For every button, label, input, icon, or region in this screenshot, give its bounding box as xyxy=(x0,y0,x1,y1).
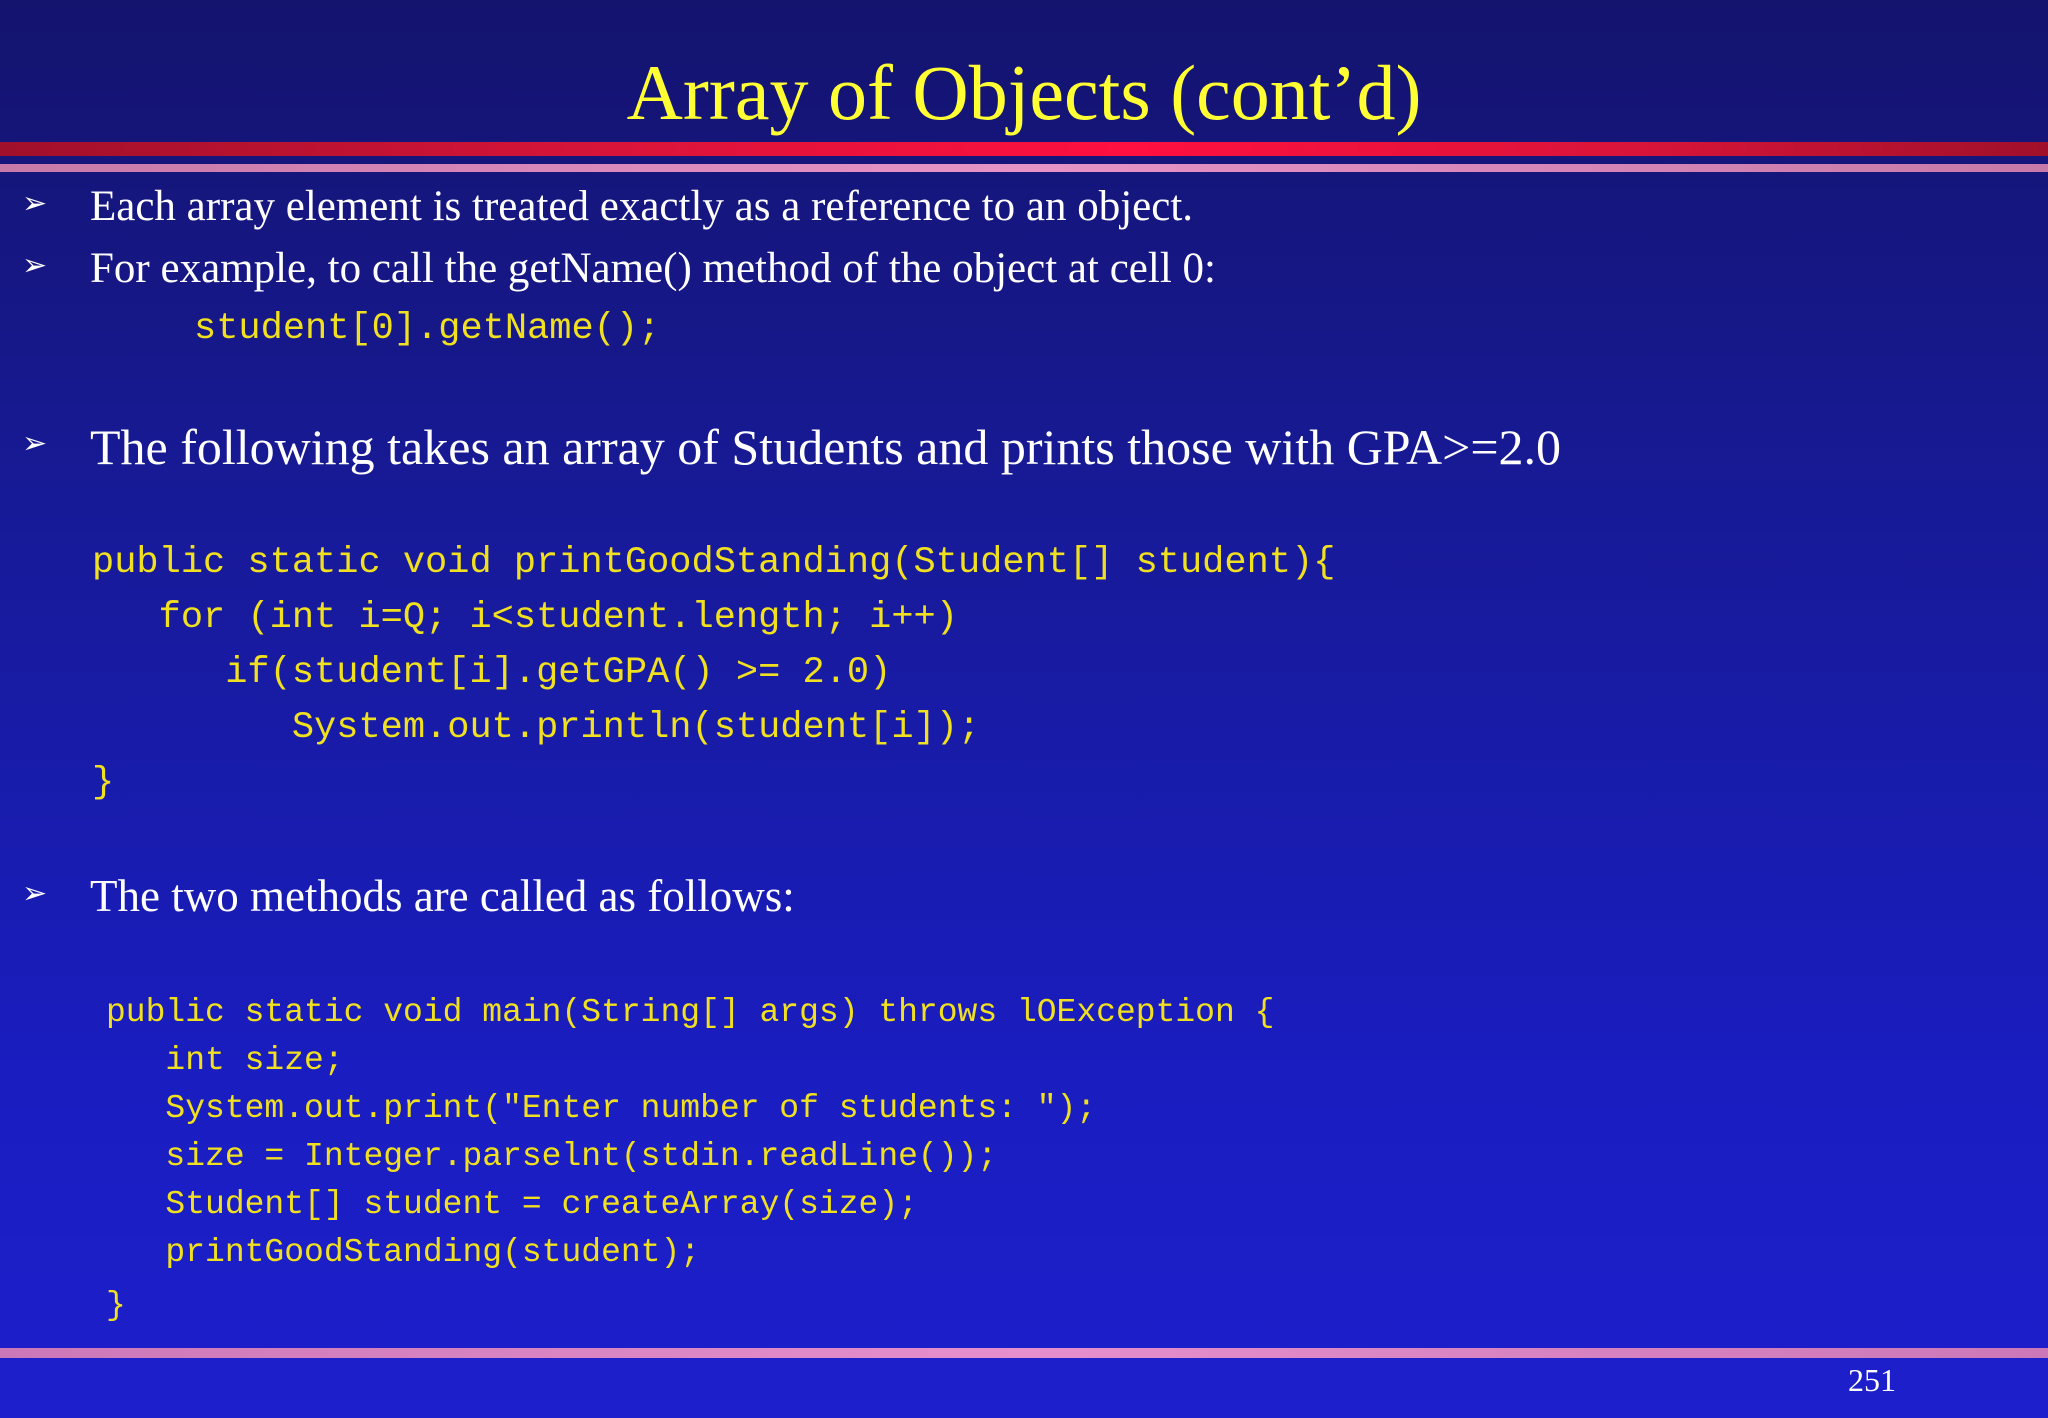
code-line: } xyxy=(106,1287,126,1324)
code-line: } xyxy=(92,762,115,804)
slide-title: Array of Objects (cont’d) xyxy=(626,49,1422,136)
code-line: for (int i=Q; i<student.length; i++) xyxy=(92,597,958,639)
bullet-text-4: The two methods are called as follows: xyxy=(90,871,795,921)
code-example: student[0].getName(); xyxy=(194,308,661,350)
code-line: if(student[i].getGPA() >= 2.0) xyxy=(92,652,892,694)
page-number: 251 xyxy=(1848,1362,1896,1398)
code-line: public static void main(String[] args) throws lOException { xyxy=(106,994,1275,1031)
bullet-arrow-icon: ➢ xyxy=(22,248,48,283)
code-line: int size; xyxy=(106,1042,344,1079)
title-underline-red xyxy=(0,142,2048,156)
code-line: printGoodStanding(student); xyxy=(106,1234,701,1271)
code-line: System.out.println(student[i]); xyxy=(92,707,981,749)
code-line: Student[] student = createArray(size); xyxy=(106,1186,918,1223)
footer-divider xyxy=(0,1348,2048,1358)
code-line: System.out.print("Enter number of students: "); xyxy=(106,1090,1097,1127)
bullet-text-1: Each array element is treated exactly as a reference to an object. xyxy=(90,183,1194,230)
code-line: public static void printGoodStanding(Student[] student){ xyxy=(92,542,1336,584)
bullet-text-3: The following takes an array of Students and prints those with GPA>=2.0 xyxy=(90,419,1562,475)
bullet-arrow-icon: ➢ xyxy=(22,876,48,911)
bullet-arrow-icon: ➢ xyxy=(22,186,48,221)
title-underline-pink xyxy=(0,164,2048,172)
bullet-arrow-icon: ➢ xyxy=(22,426,48,461)
code-line: size = Integer.parselnt(stdin.readLine()); xyxy=(106,1138,998,1175)
bullet-text-2: For example, to call the getName() method of the object at cell 0: xyxy=(90,245,1216,292)
